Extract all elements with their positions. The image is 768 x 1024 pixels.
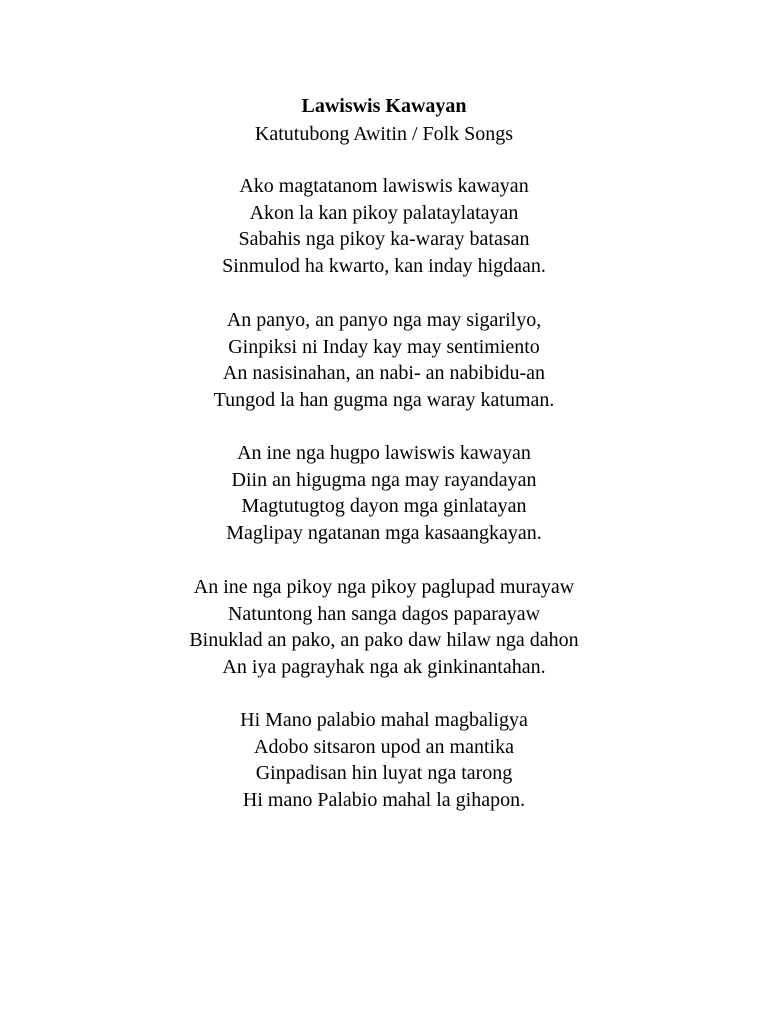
lyric-line: Akon la kan pikoy palataylatayan (249, 201, 519, 224)
lyric-line: Adobo sitsaron upod an mantika (254, 735, 514, 758)
stanza-4 (0, 574, 768, 680)
lyric-line: Sabahis nga pikoy ka-waray batasan (238, 228, 530, 250)
lyric-line: Ginpiksi ni Inday kay may sentimiento (228, 335, 540, 358)
lyric-line: Maglipay ngatanan mga kasaangkayan. (226, 521, 542, 544)
stanza-1 (0, 173, 768, 279)
lyric-line: Natuntong han sanga dagos paparayaw (227, 602, 541, 625)
lyric-line: Binuklad an pako, an pako daw hilaw nga dahon (189, 629, 579, 651)
lyric-line: An iya pagrayhak nga ak ginkinantahan. (222, 655, 546, 678)
lyric-line: Magtutugtog dayon mga ginlatayan (241, 495, 527, 517)
lyric-line: An panyo, an panyo nga may sigarilyo, (226, 309, 542, 331)
lyric-line: Sinmulod ha kwarto, kan inday higdaan. (222, 254, 546, 277)
lyric-line: Ginpadisan hin luyat nga tarong (255, 762, 513, 784)
stanza-2 (0, 307, 768, 413)
lyric-line: An ine nga hugpo lawiswis kawayan (237, 442, 531, 464)
lyric-line: Diin an higugma nga may rayandayan (231, 468, 537, 491)
lyric-line: An nasisinahan, an nabi- an nabibidu-an (222, 362, 546, 384)
lyric-line: Hi mano Palabio mahal la gihapon. (242, 788, 526, 811)
lyric-line: Ako magtatanom lawiswis kawayan (239, 175, 529, 197)
stanza-3 (0, 440, 768, 546)
stanza-5 (0, 707, 768, 813)
lyric-line: Tungod la han gugma nga waray katuman. (213, 388, 555, 411)
lyric-line: An ine nga pikoy nga pikoy paglupad murayaw (193, 576, 575, 598)
song-subtitle: Katutubong Awitin / Folk Songs (254, 123, 514, 145)
lyric-line: Hi Mano palabio mahal magbaligya (240, 709, 528, 731)
song-title: Lawiswis Kawayan (301, 95, 467, 117)
